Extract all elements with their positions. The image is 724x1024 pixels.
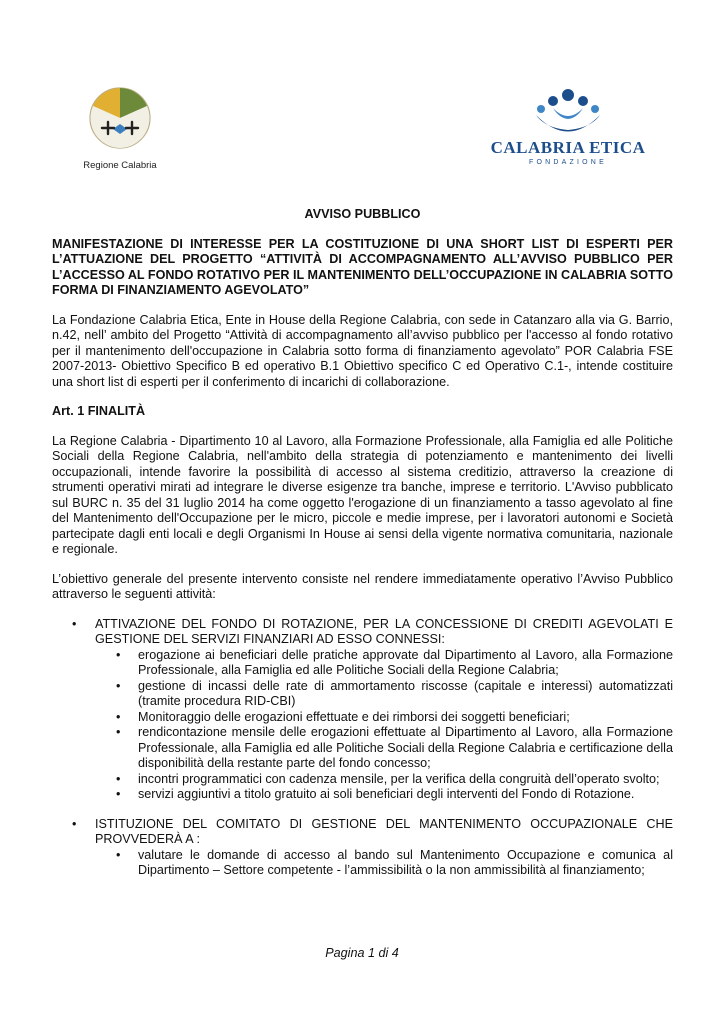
document-title: AVVISO PUBBLICO bbox=[304, 207, 421, 221]
sub-list-item-text: gestione di incassi delle rate di ammortamento riscosse (capitale e interessi) automatizzati (tramite procedura RID-CBI) bbox=[138, 678, 673, 708]
sub-list-item-text: Monitoraggio delle erogazioni effettuate e dei rimborsi dei soggetti beneficiari; bbox=[138, 709, 570, 724]
bullet-icon: • bbox=[116, 709, 121, 724]
sub-list-item bbox=[95, 710, 673, 726]
document-subtitle: MANIFESTAZIONE DI INTERESSE PER LA COSTITUZIONE DI UNA SHORT LIST DI ESPERTI PER L’ATTUAZIONE DEL PROGETTO “ATTIVITÀ DI ACCOMPAGNAMENTO ALL’AVVISO PUBBLICO PER L’ACCESSO AL FONDO ROTATIVO PER IL MANTENIMENTO DELL’OCCUPAZIONE IN CALABRIA SOTTO FORMA DI FINANZIAMENTO AGEVOLATO” bbox=[52, 236, 673, 297]
bullet-icon: • bbox=[116, 678, 121, 693]
sub-list-item bbox=[95, 787, 673, 803]
bullet-icon: • bbox=[116, 647, 121, 662]
article-1-heading: Art. 1 FINALITÀ bbox=[52, 404, 146, 418]
bullet-icon: • bbox=[72, 816, 77, 831]
calabria-etica-brand: CALABRIA ETICA bbox=[490, 138, 646, 157]
article-1-paragraph-1: La Regione Calabria - Dipartimento 10 al Lavoro, alla Formazione Professionale, alla Famiglia ed alle Politiche Sociali della Regione Calabria, nell'ambito della strategia di potenziamento e mantenimento dei livelli occupazionali, intende favorire la possibilità di accesso al sistema creditizio, attraverso la creazione di strumenti operativi mirati ad integrare le diverse esigenze tra banche, imprese e territorio. L'Avviso pubblicato sul BURC n. 35 del 31 luglio 2014 ha come oggetto l'erogazione di un finanziamento a tasso agevolato al fine del Mantenimento dell'Occupazione per le micro, piccole e medie imprese, per i lavoratori autonomi e Società partecipate dagli enti locali e degli Organismi In House ai sensi della vigente normativa comunitaria, nazionale e regionale. bbox=[52, 433, 673, 556]
page-number: Pagina 1 di 4 bbox=[325, 946, 399, 960]
sub-list-item-text: erogazione ai beneficiari delle pratiche approvate dal Dipartimento al Lavoro, alla Formazione Professionale, alla Famiglia ed alle Politiche Sociali della Regione Calabria; bbox=[138, 647, 673, 677]
sub-list-item-text: servizi aggiuntivi a titolo gratuito ai soli beneficiari degli interventi del Fondo di Rotazione. bbox=[138, 787, 635, 801]
bullet-icon: • bbox=[116, 787, 121, 801]
bullet-icon: • bbox=[116, 725, 121, 739]
activity-list bbox=[52, 617, 673, 879]
list-item-heading: ATTIVAZIONE DEL FONDO DI ROTAZIONE, PER LA CONCESSIONE DI CREDITI AGEVOLATI E GESTIONE DEL SERVIZI FINANZIARI AD ESSO CONNESSI: bbox=[95, 616, 673, 646]
sub-list bbox=[95, 848, 673, 879]
calabria-etica-subtitle: FONDAZIONE bbox=[529, 159, 607, 166]
calabria-etica-people-icon bbox=[531, 88, 605, 138]
regione-calabria-logo bbox=[80, 86, 160, 171]
sub-list-item bbox=[95, 848, 673, 879]
regione-calabria-emblem bbox=[88, 86, 152, 150]
bullet-icon: • bbox=[116, 847, 121, 862]
regione-calabria-caption: Regione Calabria bbox=[83, 160, 157, 171]
sub-list-item-text: valutare le domande di accesso al bando sul Mantenimento Occupazione e comunica al Dipartimento – Settore competente - l’ammissibilità o la non ammissibilità al finanziamento; bbox=[138, 847, 673, 877]
sub-list-item bbox=[95, 648, 673, 679]
sub-list-item bbox=[95, 679, 673, 710]
sub-list-item bbox=[95, 772, 673, 788]
bullet-icon: • bbox=[116, 771, 121, 786]
list-item bbox=[52, 817, 673, 879]
intro-paragraph: La Fondazione Calabria Etica, Ente in House della Regione Calabria, con sede in Catanzaro alla via G. Barrio, n.42, nell’ ambito del Progetto “Attività di accompagnamento all’avviso pubblico per l'accesso al fondo rotativo per il mantenimento dell'occupazione in Calabria sotto forma di finanziamento agevolato” POR Calabria FSE 2007-2013- Obiettivo Specifico B ed operativo B.1 Obiettivo specifico C ed Operativo C.1-, intende costituire una short list di esperti per il conferimento di incarichi di collaborazione. bbox=[52, 312, 673, 389]
list-item-heading: ISTITUZIONE DEL COMITATO DI GESTIONE DEL MANTENIMENTO OCCUPAZIONALE CHE PROVVEDERÀ A : bbox=[95, 816, 673, 846]
calabria-etica-logo bbox=[488, 88, 648, 166]
article-1-paragraph-2: L’obiettivo generale del presente intervento consiste nel rendere immediatamente operativo l’Avviso Pubblico attraverso le seguenti attività: bbox=[52, 571, 673, 601]
bullet-icon: • bbox=[72, 616, 77, 631]
sub-list-item-text: incontri programmatici con cadenza mensile, per la verifica della congruità dell’operato svolto; bbox=[138, 771, 660, 786]
sub-list-item bbox=[95, 725, 673, 772]
list-item bbox=[52, 617, 673, 803]
sub-list bbox=[95, 648, 673, 803]
sub-list-item-text: rendicontazione mensile delle erogazioni effettuate al Dipartimento al Lavoro, alla Formazione Professionale, alla Famiglia ed alle Politiche Sociali della Regione Calabria e certificazione della disponibilità della restante parte del fondo concesso; bbox=[138, 725, 673, 770]
document-body bbox=[52, 207, 673, 893]
